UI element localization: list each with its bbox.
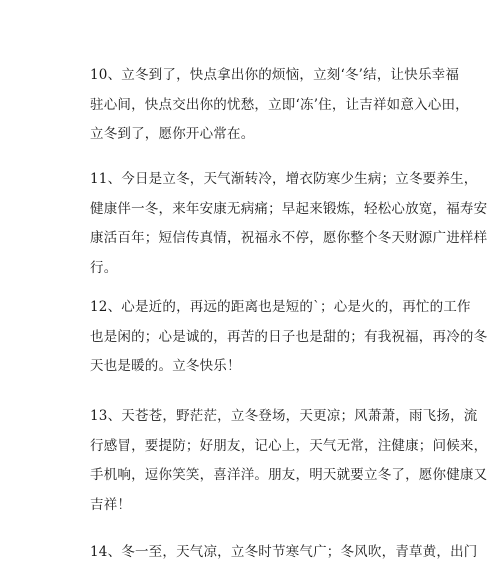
paragraph-line: 11、今日是立冬，天气渐转冷，增衣防寒少生病；立冬要养生，	[90, 171, 478, 187]
paragraph-line: 也是闲的；心是诚的，再苦的日子也是甜的；有我祝福，再冷的冬	[90, 328, 488, 345]
paragraph-12	[90, 293, 488, 382]
paragraph-line: 10、立冬到了，快点拿出你的烦恼，立刻‘冬’结，让快乐幸福	[90, 67, 460, 83]
paragraph-11	[90, 165, 488, 283]
paragraph-line: 行感冒，要提防；好朋友，记心上，天气无常，注健康；问候来，	[90, 437, 488, 454]
paragraph-line: 康活百年；短信传真情，祝福永不停，愿你整个冬天财源广进样样	[90, 230, 488, 246]
paragraph-line: 天也是暖的。立冬快乐！	[90, 358, 241, 374]
paragraph-10	[90, 61, 469, 150]
paragraph-line: 12、心是近的，再远的距离也是短的`；心是火的，再忙的工作	[90, 299, 471, 315]
paragraph-line: 行。	[90, 259, 118, 276]
paragraph-line: 吉祥！	[90, 496, 132, 513]
paragraph-line: 健康伴一冬，来年安康无病痛；早起来锻炼，轻松心放宽，福寿安	[90, 200, 488, 217]
paragraph-line: 13、天苍苍，野茫茫，立冬登场，天更凉；风萧萧，雨飞扬，流	[90, 408, 478, 424]
paragraph-13	[90, 402, 488, 520]
paragraph-line: 立冬到了，愿你开心常在。	[90, 126, 255, 142]
paragraph-14	[90, 538, 478, 568]
paragraph-line: 手机响，逗你笑笑，喜洋洋。朋友，明天就要立冬了，愿你健康又	[90, 467, 488, 483]
paragraph-line: 14、冬一至，天气凉，立冬时节寒气广；冬风吹，青草黄，出门	[90, 544, 478, 560]
paragraph-line: 驻心间，快点交出你的忧愁，立即‘冻’住，让吉祥如意入心田，	[90, 96, 469, 113]
